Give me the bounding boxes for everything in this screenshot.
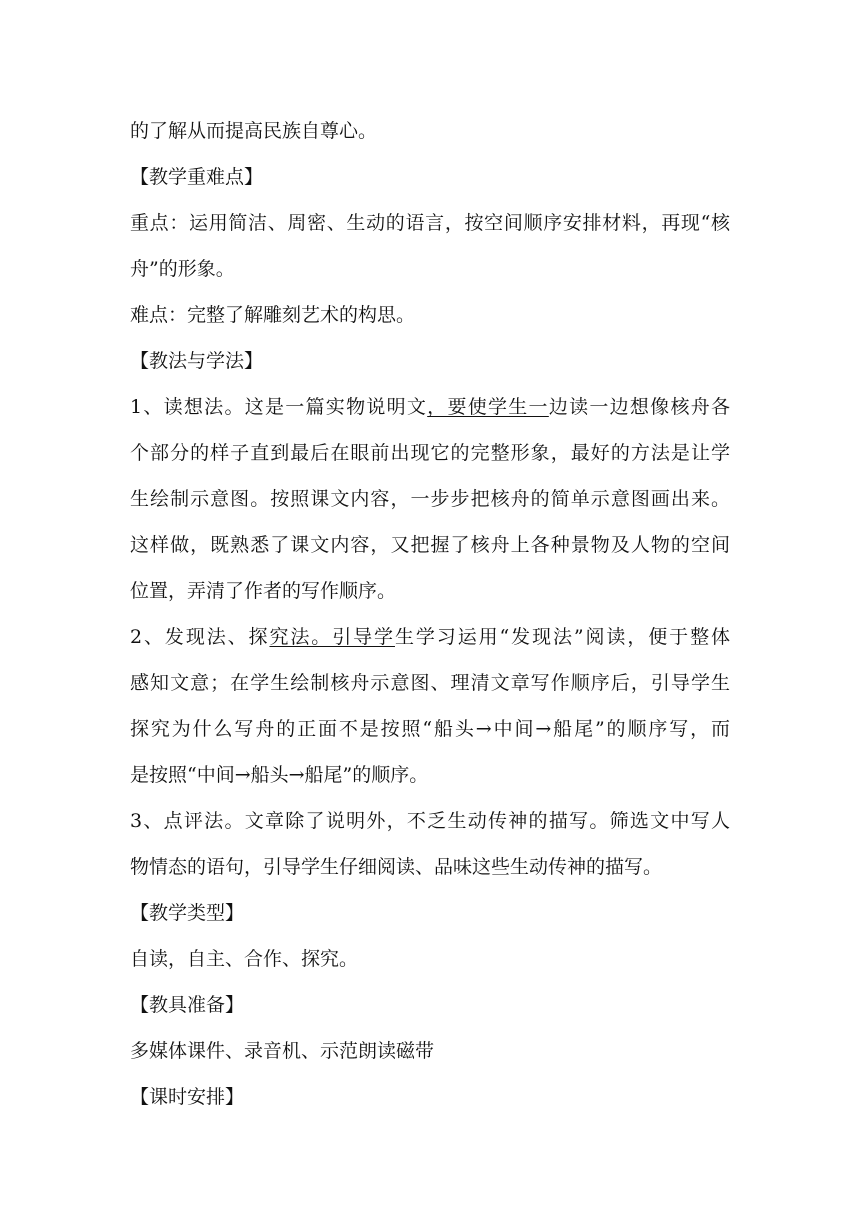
text-line: 是按照“中间→船头→船尾”的顺序。	[130, 764, 429, 786]
text-line: 难点：完整了解雕刻艺术的构思。	[130, 304, 416, 326]
text-line: 位置，弄清了作者的写作顺序。	[130, 580, 397, 602]
text-line: 多媒体课件、录音机、示范朗读磁带	[130, 1040, 435, 1062]
text-line: 舟”的形象。	[130, 258, 235, 280]
text-segment: 边读一边想像核舟各	[548, 396, 730, 418]
document-body	[130, 110, 730, 1122]
text-line: 这样做，既熟悉了课文内容，又把握了核舟上各种景物及人物的空间	[130, 534, 730, 556]
text-line	[130, 386, 730, 432]
section-heading-schedule: 【课时安排】	[130, 1086, 245, 1108]
text-line: 生绘制示意图。按照课文内容，一步步把核舟的简单示意图画出来。	[130, 488, 730, 510]
text-segment: 1、读想法。这是一篇实物说明文	[130, 396, 428, 418]
section-heading-methods: 【教法与学法】	[130, 350, 264, 372]
text-line: 物情态的语句，引导学生仔细阅读、品味这些生动传神的描写。	[130, 856, 663, 878]
text-segment: 2、发现法、探	[130, 626, 270, 648]
text-line: 探究为什么写舟的正面不是按照“船头→中间→船尾”的顺序写，而	[130, 718, 730, 740]
section-heading-teaching-aids: 【教具准备】	[130, 994, 245, 1016]
section-heading-lesson-type: 【教学类型】	[130, 902, 245, 924]
text-line: 感知文意；在学生绘制核舟示意图、理清文章写作顺序后，引导学生	[130, 672, 730, 694]
text-line: 重点：运用简洁、周密、生动的语言，按空间顺序安排材料，再现“核	[130, 212, 730, 234]
text-line: 自读，自主、合作、探究。	[130, 948, 359, 970]
text-segment: 生学习运用“发现法”阅读，便于整体	[394, 626, 730, 648]
text-line: 个部分的样子直到最后在眼前出现它的完整形象，最好的方法是让学	[130, 442, 730, 464]
underlined-text: 究法。引导学	[269, 626, 395, 648]
underlined-text: ，要使学生一	[427, 396, 549, 418]
text-line: 的了解从而提高民族自尊心。	[130, 120, 378, 142]
text-line	[130, 616, 730, 662]
section-heading-key-points: 【教学重难点】	[130, 166, 264, 188]
text-line: 3、点评法。文章除了说明外，不乏生动传神的描写。筛选文中写人	[130, 810, 730, 832]
